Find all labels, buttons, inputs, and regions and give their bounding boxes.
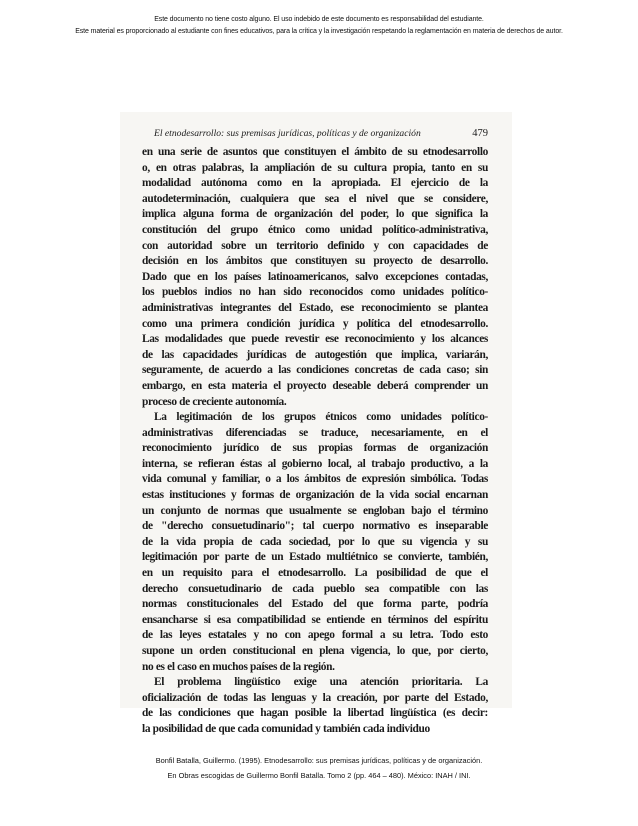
text-line: Las modalidades que puede revestir ese reconocimiento y los alcances [142,333,488,346]
running-head [154,128,488,139]
text-line: con autoridad sobre un territorio definido y con capacidades de [142,239,488,252]
text-line: embargo, en esta materia el proyecto deseable deberá comprender un [142,379,488,392]
text-line: de las condiciones que hagan posible la libertad lingüística (es decir: [142,707,488,720]
text-line: legitimación por parte de un Estado multiétnico se convierte, también, [142,551,488,564]
text-line: decisión en los ámbitos que constituyen su proyecto de desarrollo. [142,255,488,268]
text-line: Dado que en los países latinoamericanos, salvo excepciones contadas, [142,270,488,283]
text-line: de "derecho consuetudinario"; tal cuerpo normativo es inseparable [142,520,488,533]
text-line: administrativas diferenciadas se traduce, necesariamente, en el [142,426,488,439]
text-line: como una primera condición jurídica y política del etnodesarrollo. [142,317,488,330]
text-line: vida comunal y familiar, o a los ámbitos de expresión simbólica. Todas [142,473,488,486]
text-line: ensancharse si esa compatibilidad se entiende en términos del espíritu [142,613,488,626]
body-text [142,145,488,738]
text-line: estas instituciones y formas de organización de la vida social encarnan [142,489,488,502]
text-line: en un requisito para el etnodesarrollo. La posibilidad de que el [142,567,488,580]
text-line: los pueblos indios no han sido reconocidos como unidades político- [142,286,488,299]
text-line: proceso de creciente autonomía. [142,395,287,408]
text-line: constitución del grupo étnico como unidad político-administrativa, [142,223,488,236]
text-line: la posibilidad de que cada comunidad y también cada individuo [142,722,430,735]
scanned-book-page [120,112,512,735]
text-line: normas constitucionales del Estado del que forma parte, podría [142,598,488,611]
text-line: modalidad autónoma como en la apropiada. El ejercicio de la [142,177,488,190]
text-line: oficialización de todas las lenguas y la creación, por parte del Estado, [142,691,488,704]
text-line: no es el caso en muchos países de la región. [142,660,335,673]
page-content [142,128,488,738]
text-line: de la vida propia de cada sociedad, por lo que su vigencia y su [142,535,488,548]
text-line: un conjunto de normas que usualmente se engloban bajo el término [142,504,488,517]
text-line: La legitimación de los grupos étnicos como unidades político- [154,411,488,424]
text-line: reconocimiento jurídico de sus propias formas de organización [142,442,488,455]
chapter-title: El etnodesarrollo: sus premisas jurídicas, políticas y de organización [154,128,421,139]
text-line: de las leyes estatales y no con apego formal a su letra. Todo esto [142,629,488,642]
text-line: interna, se refieran éstas al gobierno local, al trabajo productivo, a la [142,457,488,470]
text-line: implica alguna forma de organización del poder, lo que significa la [142,208,488,221]
usage-notice-line-1: Este documento no tiene costo alguno. El uso indebido de este documento es responsabilidad del estudiante. [154,16,484,23]
text-line: seguramente, de acuerdo a las condiciones concretas de cada caso; sin [142,364,488,377]
page-number: 479 [472,128,488,139]
text-line: autodeterminación, cualquiera que sea el nivel que se considere, [142,192,488,205]
text-line: o, en otras palabras, la ampliación de su cultura propia, tanto en su [142,161,488,174]
citation-line-2: En Obras escogidas de Guillermo Bonfil Batalla. Tomo 2 (pp. 464 – 480). México: INAH / INI. [167,771,471,780]
usage-notice-line-2: Este material es proporcionado al estudiante con fines educativos, para la crítica y la investigación respetando la reglamentación en materia de derechos de autor. [75,28,563,35]
citation-line-1: Bonfil Batalla, Guillermo. (1995). Etnodesarrollo: sus premisas jurídicas, políticas y de organización. [155,756,483,765]
text-line: El problema lingüístico exige una atención prioritaria. La [154,676,488,689]
text-line: derecho consuetudinario de cada pueblo sea compatible con las [142,582,488,595]
text-line: administrativas integrantes del Estado, ese reconocimiento se plantea [142,301,488,314]
text-line: de las capacidades jurídicas de autogestión que implica, variarán, [142,348,488,361]
text-line: supone un orden constitucional en plena vigencia, lo que, por cierto, [142,645,488,657]
text-line: en una serie de asuntos que constituyen el ámbito de su etnodesarrollo [142,146,488,158]
